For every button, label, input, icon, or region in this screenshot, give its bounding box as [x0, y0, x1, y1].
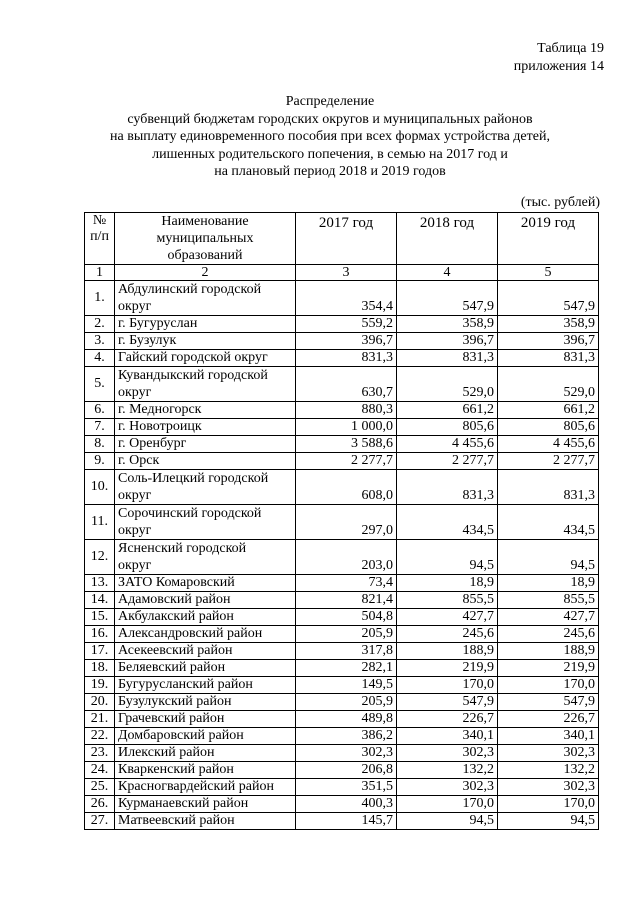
row-number: 12.: [85, 540, 115, 575]
value-2018: 547,9: [397, 694, 498, 711]
municipality-name: ЗАТО Комаровский: [115, 575, 296, 592]
title-line: Распределение: [285, 94, 375, 109]
municipality-name: Адамовский район: [115, 592, 296, 609]
table-row: [85, 281, 599, 316]
value-2018: 302,3: [397, 779, 498, 796]
municipality-name: г. Оренбург: [115, 436, 296, 453]
column-number: 1: [85, 265, 115, 281]
value-2017: 206,8: [296, 762, 397, 779]
table-row: [85, 505, 599, 540]
table-row: [85, 626, 599, 643]
row-number: 27.: [85, 813, 115, 830]
municipality-name: г. Бугуруслан: [115, 316, 296, 333]
row-number: 3.: [85, 333, 115, 350]
value-2018: 170,0: [397, 677, 498, 694]
column-number: 5: [498, 265, 599, 281]
row-number: 6.: [85, 402, 115, 419]
header-name-line: муниципальных: [156, 231, 254, 246]
value-2017: 396,7: [296, 333, 397, 350]
value-2017: 354,4: [296, 281, 397, 316]
municipality-name: [115, 505, 296, 540]
title-line: субвенций бюджетам городских округов и муниципальных районов: [127, 111, 533, 127]
row-number: 17.: [85, 643, 115, 660]
municipality-name: [115, 281, 296, 316]
municipality-name: г. Бузулук: [115, 333, 296, 350]
value-2018: 226,7: [397, 711, 498, 728]
value-2019: 340,1: [498, 728, 599, 745]
table-row: [85, 419, 599, 436]
subsidy-table: [84, 212, 599, 830]
municipality-name-line: округ: [118, 558, 152, 573]
table-row: [85, 762, 599, 779]
table-body: [85, 281, 599, 830]
table-row: [85, 350, 599, 367]
value-2019: 805,6: [498, 419, 599, 436]
value-2018: 302,3: [397, 745, 498, 762]
table-row: [85, 660, 599, 677]
table-row: [85, 402, 599, 419]
municipality-name: г. Новотроицк: [115, 419, 296, 436]
value-2019: 170,0: [498, 677, 599, 694]
value-2018: 358,9: [397, 316, 498, 333]
value-2017: 386,2: [296, 728, 397, 745]
value-2019: 2 277,7: [498, 453, 599, 470]
value-2018: 2 277,7: [397, 453, 498, 470]
municipality-name: [115, 540, 296, 575]
row-number: 16.: [85, 626, 115, 643]
value-2017: 203,0: [296, 540, 397, 575]
header-number-sign: №: [92, 213, 107, 228]
row-number: 20.: [85, 694, 115, 711]
value-2019: 245,6: [498, 626, 599, 643]
column-number: 3: [296, 265, 397, 281]
header-2019: 2019 год: [498, 213, 599, 265]
annex-appendix-number: приложения 14: [513, 59, 604, 74]
table-row: [85, 367, 599, 402]
value-2017: 317,8: [296, 643, 397, 660]
value-2018: 94,5: [397, 813, 498, 830]
value-2019: 94,5: [498, 813, 599, 830]
value-2019: 529,0: [498, 367, 599, 402]
value-2017: 608,0: [296, 470, 397, 505]
value-2018: 245,6: [397, 626, 498, 643]
value-2019: 170,0: [498, 796, 599, 813]
value-2019: 226,7: [498, 711, 599, 728]
value-2018: 4 455,6: [397, 436, 498, 453]
value-2019: 358,9: [498, 316, 599, 333]
row-number: 22.: [85, 728, 115, 745]
header-number-abbr: п/п: [90, 229, 109, 244]
value-2018: 132,2: [397, 762, 498, 779]
document-title: [60, 93, 600, 181]
value-2019: 547,9: [498, 281, 599, 316]
value-2017: 3 588,6: [296, 436, 397, 453]
row-number: 10.: [85, 470, 115, 505]
municipality-name: г. Орск: [115, 453, 296, 470]
row-number: 19.: [85, 677, 115, 694]
value-2017: 831,3: [296, 350, 397, 367]
value-2018: 188,9: [397, 643, 498, 660]
title-line: на плановый период 2018 и 2019 годов: [214, 164, 446, 179]
header-2018: 2018 год: [397, 213, 498, 265]
value-2018: 434,5: [397, 505, 498, 540]
header-name-line: Наименование: [161, 214, 249, 229]
header-2017: 2017 год: [296, 213, 397, 265]
value-2017: 145,7: [296, 813, 397, 830]
table-row: [85, 677, 599, 694]
value-2017: 149,5: [296, 677, 397, 694]
value-2017: 297,0: [296, 505, 397, 540]
value-2019: 855,5: [498, 592, 599, 609]
value-2017: 302,3: [296, 745, 397, 762]
value-2019: 427,7: [498, 609, 599, 626]
municipality-name: Матвеевский район: [115, 813, 296, 830]
annex-label: [514, 40, 604, 76]
value-2019: 302,3: [498, 779, 599, 796]
value-2019: 661,2: [498, 402, 599, 419]
municipality-name: Кваркенский район: [115, 762, 296, 779]
row-number: 14.: [85, 592, 115, 609]
row-number: 15.: [85, 609, 115, 626]
table-header-row: [85, 213, 599, 265]
value-2018: 18,9: [397, 575, 498, 592]
table-row: [85, 592, 599, 609]
value-2017: 205,9: [296, 626, 397, 643]
municipality-name-line: округ: [118, 299, 152, 314]
column-number: 2: [115, 265, 296, 281]
title-line: на выплату единовременного пособия при всех формах устройства детей,: [110, 129, 550, 144]
value-2019: 434,5: [498, 505, 599, 540]
value-2018: 855,5: [397, 592, 498, 609]
value-2017: 489,8: [296, 711, 397, 728]
row-number: 5.: [85, 367, 115, 402]
value-2018: 219,9: [397, 660, 498, 677]
value-2018: 529,0: [397, 367, 498, 402]
row-number: 23.: [85, 745, 115, 762]
table-row: [85, 540, 599, 575]
value-2017: 351,5: [296, 779, 397, 796]
municipality-name-line: Абдулинский городской: [118, 282, 262, 297]
value-2018: 340,1: [397, 728, 498, 745]
municipality-name: Акбулакский район: [115, 609, 296, 626]
value-2017: 205,9: [296, 694, 397, 711]
value-2018: 427,7: [397, 609, 498, 626]
value-2018: 805,6: [397, 419, 498, 436]
municipality-name: Курманаевский район: [115, 796, 296, 813]
value-2017: 400,3: [296, 796, 397, 813]
municipality-name: [115, 367, 296, 402]
value-2019: 831,3: [498, 470, 599, 505]
municipality-name: Бузулукский район: [115, 694, 296, 711]
table-row: [85, 470, 599, 505]
row-number: 21.: [85, 711, 115, 728]
table-row: [85, 333, 599, 350]
table-row: [85, 316, 599, 333]
value-2019: 396,7: [498, 333, 599, 350]
units-label: (тыс. рублей): [520, 195, 600, 210]
value-2017: 880,3: [296, 402, 397, 419]
value-2018: 547,9: [397, 281, 498, 316]
table-row: [85, 728, 599, 745]
table-row: [85, 609, 599, 626]
value-2019: 132,2: [498, 762, 599, 779]
title-line: лишенных родительского попечения, в семью на 2017 год и: [152, 146, 508, 162]
value-2017: 559,2: [296, 316, 397, 333]
municipality-name: Бугурусланский район: [115, 677, 296, 694]
row-number: 7.: [85, 419, 115, 436]
municipality-name-line: Сорочинский городской: [118, 506, 262, 521]
column-number-row: [85, 265, 599, 281]
row-number: 11.: [85, 505, 115, 540]
header-name-line: образований: [167, 248, 243, 263]
table-row: [85, 779, 599, 796]
row-number: 25.: [85, 779, 115, 796]
value-2019: 831,3: [498, 350, 599, 367]
value-2019: 4 455,6: [498, 436, 599, 453]
table-row: [85, 694, 599, 711]
row-number: 24.: [85, 762, 115, 779]
table-row: [85, 813, 599, 830]
municipality-name: Александровский район: [115, 626, 296, 643]
table-row: [85, 643, 599, 660]
value-2018: 396,7: [397, 333, 498, 350]
municipality-name: Асекеевский район: [115, 643, 296, 660]
row-number: 9.: [85, 453, 115, 470]
value-2017: 282,1: [296, 660, 397, 677]
value-2017: 73,4: [296, 575, 397, 592]
row-number: 2.: [85, 316, 115, 333]
table-row: [85, 453, 599, 470]
value-2018: 94,5: [397, 540, 498, 575]
municipality-name: Красногвардейский район: [115, 779, 296, 796]
value-2019: 219,9: [498, 660, 599, 677]
value-2018: 170,0: [397, 796, 498, 813]
table-row: [85, 436, 599, 453]
municipality-name: Илекский район: [115, 745, 296, 762]
row-number: 4.: [85, 350, 115, 367]
municipality-name-line: округ: [118, 523, 152, 538]
municipality-name-line: Соль-Илецкий городской: [118, 471, 269, 486]
value-2019: 302,3: [498, 745, 599, 762]
municipality-name: Домбаровский район: [115, 728, 296, 745]
value-2017: 821,4: [296, 592, 397, 609]
header-name: [115, 213, 296, 265]
table-row: [85, 745, 599, 762]
municipality-name-line: округ: [118, 488, 152, 503]
value-2018: 831,3: [397, 470, 498, 505]
annex-table-number: Таблица 19: [537, 41, 604, 56]
table-row: [85, 711, 599, 728]
municipality-name-line: Кувандыкский городской: [118, 368, 268, 383]
municipality-name-line: Ясненский городской: [118, 541, 247, 556]
table-row: [85, 796, 599, 813]
table-row: [85, 575, 599, 592]
value-2019: 18,9: [498, 575, 599, 592]
value-2017: 504,8: [296, 609, 397, 626]
municipality-name: Грачевский район: [115, 711, 296, 728]
value-2019: 94,5: [498, 540, 599, 575]
value-2019: 547,9: [498, 694, 599, 711]
row-number: 13.: [85, 575, 115, 592]
value-2017: 2 277,7: [296, 453, 397, 470]
value-2017: 630,7: [296, 367, 397, 402]
row-number: 1.: [85, 281, 115, 316]
row-number: 26.: [85, 796, 115, 813]
municipality-name: г. Медногорск: [115, 402, 296, 419]
municipality-name-line: округ: [118, 385, 152, 400]
column-number: 4: [397, 265, 498, 281]
value-2018: 661,2: [397, 402, 498, 419]
row-number: 8.: [85, 436, 115, 453]
value-2018: 831,3: [397, 350, 498, 367]
municipality-name: Гайский городской округ: [115, 350, 296, 367]
row-number: 18.: [85, 660, 115, 677]
municipality-name: [115, 470, 296, 505]
value-2017: 1 000,0: [296, 419, 397, 436]
value-2019: 188,9: [498, 643, 599, 660]
header-number: [85, 213, 115, 265]
municipality-name: Беляевский район: [115, 660, 296, 677]
